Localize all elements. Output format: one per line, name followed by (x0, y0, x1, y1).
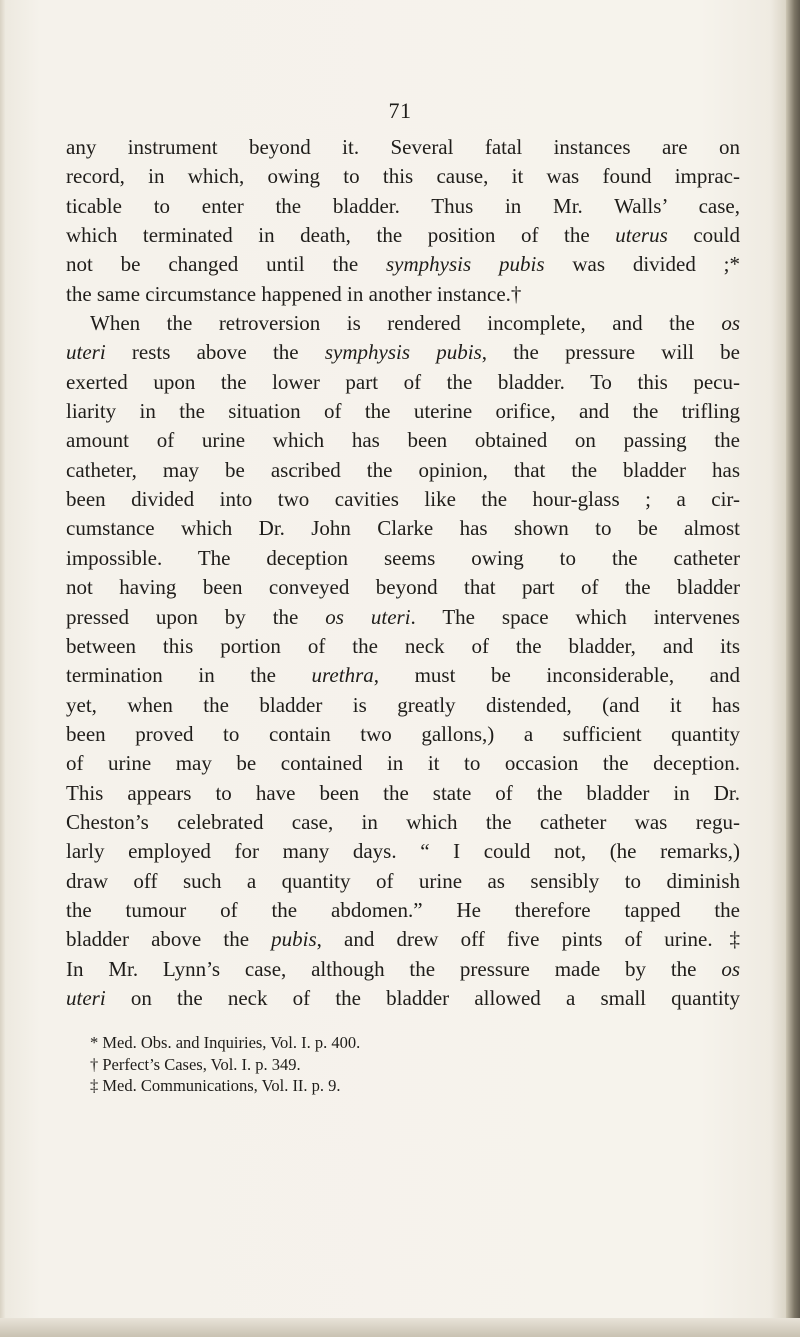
text-segment: impossible. The deception seems owing to the catheter (66, 545, 740, 570)
text-line (66, 280, 740, 309)
text-line (66, 720, 740, 749)
text-line (66, 456, 740, 485)
text-segment: This appears to have been the state of the bladder in Dr. (66, 780, 740, 805)
text-line (66, 955, 740, 984)
page-number: 71 (388, 98, 412, 123)
text-segment: ticable to enter the bladder. Thus in Mr. Walls’ case, (66, 193, 740, 218)
text-segment: the tumour of the abdomen.” He therefore tapped the (66, 897, 740, 922)
italic-text: os (721, 956, 740, 981)
text-segment: record, in which, owing to this cause, it was found imprac- (66, 164, 740, 189)
text-line (66, 749, 740, 778)
text-segment: , must be inconsiderable, and (373, 663, 741, 688)
page-binding-edge (786, 0, 800, 1337)
footnote: † Perfect’s Cases, Vol. I. p. 349. (90, 1054, 301, 1074)
text-line (66, 984, 740, 1013)
text-line (66, 691, 740, 720)
text-segment: pressed upon by the (66, 604, 326, 629)
text-line (66, 632, 740, 661)
text-segment: Cheston’s celebrated case, in which the catheter was regu- (66, 809, 740, 834)
text-line (66, 338, 740, 367)
body-text (66, 133, 740, 1013)
text-line (66, 603, 740, 632)
text-segment: larly employed for many days. “ I could not, (he remarks,) (66, 839, 740, 864)
text-segment: In Mr. Lynn’s case, although the pressure made by the (66, 956, 722, 981)
text-segment: yet, when the bladder is greatly distended, (and it has (66, 692, 740, 717)
text-line (66, 661, 740, 690)
text-segment: termination in the (66, 663, 312, 688)
italic-text: urethra (311, 663, 374, 688)
text-segment: any instrument beyond it. Several fatal instances are on (66, 135, 740, 159)
text-segment: on the neck of the bladder allowed a small quantity (105, 985, 740, 1010)
text-segment: amount of urine which has been obtained on passing the (66, 428, 740, 453)
text-segment: could (667, 223, 740, 248)
page-bottom-edge (0, 1318, 800, 1337)
text-line (66, 250, 740, 279)
text-line (66, 514, 740, 543)
text-segment: catheter, may be ascribed the opinion, that the bladder has (66, 457, 740, 482)
text-line (66, 837, 740, 866)
text-segment: not having been conveyed beyond that part of the bladder (66, 575, 740, 600)
italic-text: symphysis pubis (385, 252, 545, 277)
text-line (66, 368, 740, 397)
text-line (66, 779, 740, 808)
italic-text: uteri (66, 340, 106, 365)
text-segment: was divided ;* (544, 252, 741, 277)
italic-text: os uteri (325, 604, 411, 629)
text-segment: , the pressure will be (481, 340, 740, 365)
italic-text: symphysis pubis (324, 340, 482, 365)
text-segment: exerted upon the lower part of the bladder. To this pecu- (66, 369, 740, 394)
text-segment: of urine may be contained in it to occasion the deception. (66, 751, 740, 776)
italic-text: uteri (66, 985, 106, 1010)
text-line (66, 544, 740, 573)
text-line (66, 867, 740, 896)
text-segment: rests above the (105, 340, 325, 365)
text-line (66, 221, 740, 250)
text-segment: which terminated in death, the position of the (66, 223, 616, 248)
text-segment: been proved to contain two gallons,) a sufficient quantity (66, 721, 740, 746)
text-line (66, 309, 740, 338)
text-segment: the same circumstance happened in another instance.† (66, 281, 522, 306)
text-segment: , and drew off five pints of urine.‡ (316, 927, 740, 952)
text-segment: draw off such a quantity of urine as sensibly to diminish (66, 868, 740, 893)
text-segment: cumstance which Dr. John Clarke has shown to be almost (66, 516, 740, 541)
text-line (66, 896, 740, 925)
text-line (66, 426, 740, 455)
page-left-edge (0, 0, 6, 1337)
text-segment: liarity in the situation of the uterine orifice, and the trifling (66, 399, 740, 424)
footnote: ‡ Med. Communications, Vol. II. p. 9. (90, 1076, 341, 1095)
footnotes (90, 1032, 690, 1097)
text-segment: . The space which intervenes (410, 604, 740, 629)
text-line (66, 573, 740, 602)
text-line (66, 133, 740, 162)
italic-text: uterus (615, 223, 668, 248)
text-segment: not be changed until the (66, 252, 386, 277)
text-segment: When the retroversion is rendered incomplete, and the (90, 311, 722, 336)
text-line (66, 925, 740, 954)
text-line (66, 808, 740, 837)
text-segment: bladder above the (66, 927, 272, 952)
text-line (66, 485, 740, 514)
text-line (66, 162, 740, 191)
footnote: * Med. Obs. and Inquiries, Vol. I. p. 400. (90, 1033, 361, 1052)
text-line (66, 192, 740, 221)
italic-text: os (721, 311, 740, 336)
italic-text: pubis (271, 927, 317, 952)
text-segment: between this portion of the neck of the bladder, and its (66, 633, 740, 658)
text-segment: been divided into two cavities like the hour-glass ; a cir- (66, 487, 740, 512)
text-line (66, 397, 740, 426)
